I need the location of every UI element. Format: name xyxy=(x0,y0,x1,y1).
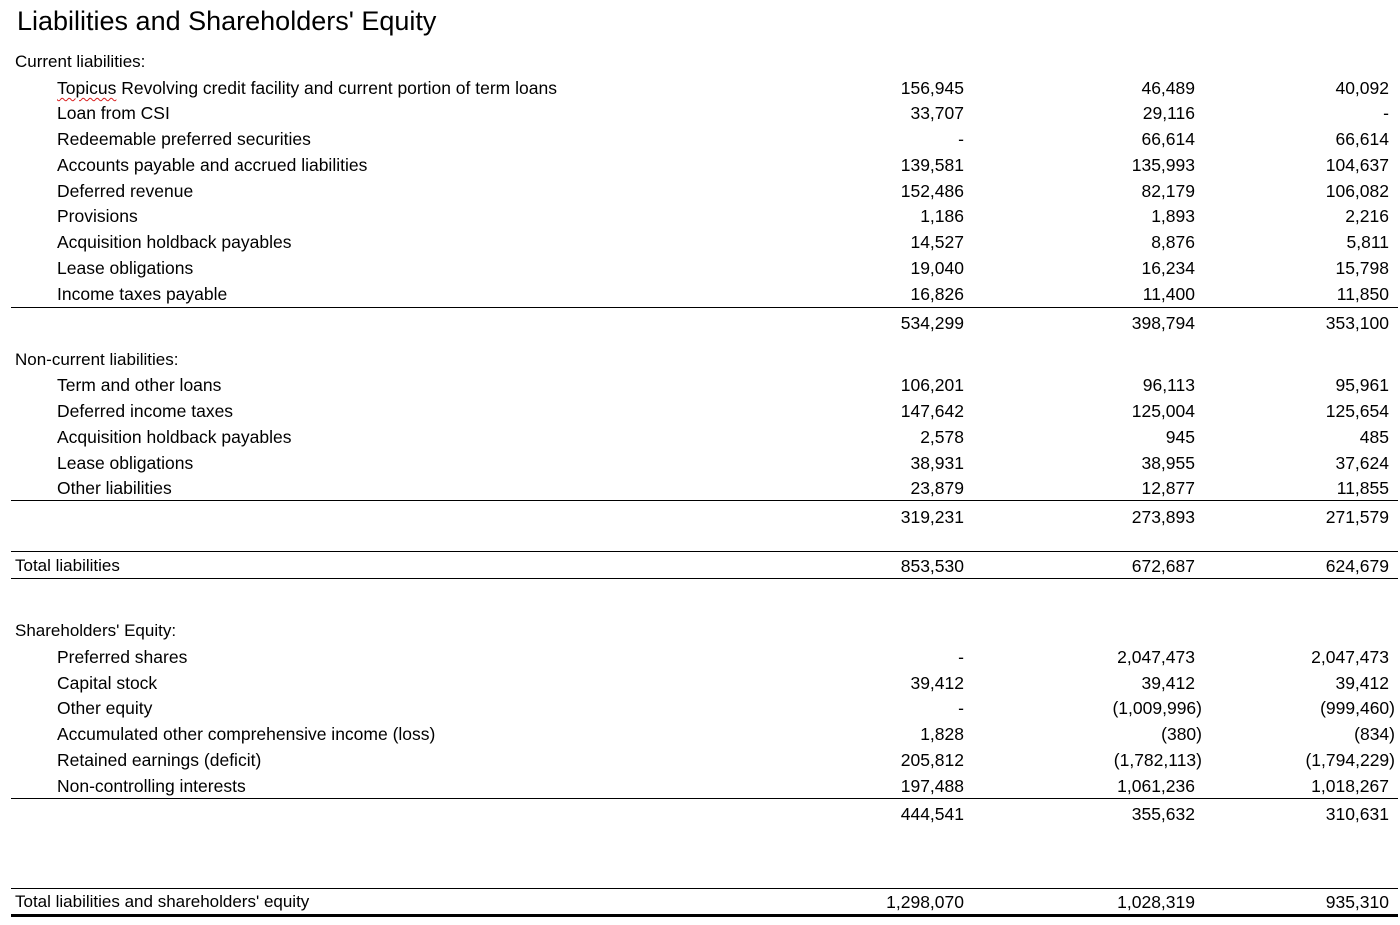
row-label: Accumulated other comprehensive income (loss) xyxy=(57,724,436,744)
section-heading-current-liabilities: Current liabilities: xyxy=(15,52,146,71)
cell-value: 139,581 xyxy=(900,155,964,175)
cell-value: 147,642 xyxy=(900,401,964,421)
cell-value: 16,826 xyxy=(910,284,964,304)
cell-value: 353,100 xyxy=(1325,313,1389,333)
cell-value: 935,310 xyxy=(1325,892,1389,912)
cell-value: 33,707 xyxy=(910,103,964,123)
cell-value: 66,614 xyxy=(1335,129,1389,149)
cell-value: 11,400 xyxy=(1142,284,1195,304)
row-label: Provisions xyxy=(57,206,138,226)
cell-value: 12,877 xyxy=(1141,478,1195,498)
cell-value: 135,993 xyxy=(1131,155,1195,175)
cell-value: 14,527 xyxy=(910,232,964,252)
row-label: Term and other loans xyxy=(57,375,222,395)
cell-value: 1,893 xyxy=(1151,206,1195,226)
cell-value: 152,486 xyxy=(900,181,964,201)
cell-value: 5,811 xyxy=(1346,232,1389,252)
cell-value: 39,412 xyxy=(1335,673,1389,693)
row-label: Total liabilities xyxy=(15,556,120,575)
cell-value: 104,637 xyxy=(1325,155,1389,175)
subtotal-row xyxy=(0,311,1400,335)
cell-value: 2,047,473 xyxy=(1311,647,1389,667)
cell-value: 355,632 xyxy=(1131,804,1195,824)
section-heading-non-current-liabilities: Non-current liabilities: xyxy=(15,350,179,369)
subtotal-rule xyxy=(11,798,1398,799)
row-label: Non-controlling interests xyxy=(57,776,246,796)
row-label: Total liabilities and shareholders' equity xyxy=(15,892,310,911)
cell-value: 37,624 xyxy=(1335,453,1389,473)
grand-total-rule-top xyxy=(11,888,1398,889)
subtotal-rule xyxy=(11,307,1398,308)
cell-value: 23,879 xyxy=(910,478,964,498)
cell-value: 310,631 xyxy=(1325,804,1389,824)
cell-value: 319,231 xyxy=(900,507,964,527)
row-label: Lease obligations xyxy=(57,258,194,278)
cell-value: 271,579 xyxy=(1325,507,1389,527)
row-label: Deferred income taxes xyxy=(57,401,234,421)
cell-value: 95,961 xyxy=(1335,375,1389,395)
cell-value: 125,004 xyxy=(1131,401,1195,421)
table-row xyxy=(0,722,1400,746)
cell-value: 156,945 xyxy=(900,78,964,98)
total-liabilities-row xyxy=(0,554,1400,578)
cell-value: - xyxy=(958,698,964,718)
cell-value: 444,541 xyxy=(900,804,964,824)
table-row xyxy=(0,774,1400,798)
cell-value: 11,855 xyxy=(1336,478,1389,498)
table-row xyxy=(0,425,1400,449)
cell-value: 39,412 xyxy=(910,673,964,693)
cell-value: 945 xyxy=(1165,427,1195,447)
subtotal-row xyxy=(0,505,1400,529)
table-row xyxy=(0,476,1400,500)
cell-value: 1,828 xyxy=(920,724,964,744)
row-label: Deferred revenue xyxy=(57,181,194,201)
table-row xyxy=(0,179,1400,203)
cell-value: 19,040 xyxy=(910,258,964,278)
row-label: Capital stock xyxy=(57,673,158,693)
row-label: Other equity xyxy=(57,698,153,718)
row-label: Acquisition holdback payables xyxy=(57,232,292,252)
cell-value: 273,893 xyxy=(1131,507,1195,527)
cell-value: 38,955 xyxy=(1141,453,1195,473)
table-row xyxy=(0,76,1400,100)
page-title: Liabilities and Shareholders' Equity xyxy=(17,6,437,36)
cell-value: 205,812 xyxy=(900,750,964,770)
cell-value: 39,412 xyxy=(1141,673,1195,693)
row-label: Preferred shares xyxy=(57,647,188,667)
table-row xyxy=(0,282,1400,306)
total-rule-bottom xyxy=(11,578,1398,579)
subtotal-row xyxy=(0,802,1400,826)
cell-value: 29,116 xyxy=(1142,103,1195,123)
cell-value: 2,578 xyxy=(920,427,964,447)
table-row xyxy=(0,399,1400,423)
subtotal-rule xyxy=(11,500,1398,501)
table-row xyxy=(0,127,1400,151)
cell-value: 624,679 xyxy=(1325,556,1389,576)
cell-value: 16,234 xyxy=(1141,258,1195,278)
section-heading-shareholders-equity: Shareholders' Equity: xyxy=(15,621,177,640)
cell-value: 106,201 xyxy=(900,375,964,395)
row-label: Loan from CSI xyxy=(57,103,170,123)
cell-value: 15,798 xyxy=(1335,258,1389,278)
row-label: Other liabilities xyxy=(57,478,172,498)
row-label: Topicus Revolving credit facility and current portion of term loans xyxy=(57,78,557,98)
misspelled-word[interactable]: Topicus xyxy=(57,78,117,98)
table-row xyxy=(0,373,1400,397)
cell-value: 11,850 xyxy=(1336,284,1389,304)
cell-value: (999,460) xyxy=(1320,698,1395,718)
grand-total-double-rule xyxy=(11,914,1398,917)
table-row xyxy=(0,748,1400,772)
cell-value: 1,186 xyxy=(920,206,964,226)
cell-value: 40,092 xyxy=(1335,78,1389,98)
cell-value: 1,028,319 xyxy=(1117,892,1195,912)
cell-value: 2,216 xyxy=(1345,206,1389,226)
cell-value: 82,179 xyxy=(1141,181,1195,201)
row-label: Accounts payable and accrued liabilities xyxy=(57,155,368,175)
cell-value: - xyxy=(958,129,964,149)
table-row xyxy=(0,451,1400,475)
cell-value: 485 xyxy=(1359,427,1389,447)
cell-value: 38,931 xyxy=(910,453,964,473)
row-label: Retained earnings (deficit) xyxy=(57,750,262,770)
cell-value: (1,794,229) xyxy=(1305,750,1395,770)
cell-value: 2,047,473 xyxy=(1117,647,1195,667)
cell-value: 534,299 xyxy=(900,313,964,333)
cell-value: (1,782,113) xyxy=(1113,750,1202,770)
cell-value: 106,082 xyxy=(1325,181,1389,201)
cell-value: 66,614 xyxy=(1141,129,1195,149)
cell-value: 1,018,267 xyxy=(1311,776,1389,796)
table-row xyxy=(0,696,1400,720)
table-row xyxy=(0,671,1400,695)
table-row xyxy=(0,101,1400,125)
total-rule-top xyxy=(11,551,1398,552)
cell-value: 125,654 xyxy=(1325,401,1389,421)
table-row xyxy=(0,204,1400,228)
table-row xyxy=(0,230,1400,254)
cell-value: - xyxy=(1383,103,1389,123)
table-row xyxy=(0,256,1400,280)
table-row xyxy=(0,153,1400,177)
cell-value: (380) xyxy=(1161,724,1202,744)
cell-value: - xyxy=(958,647,964,667)
cell-value: 8,876 xyxy=(1151,232,1195,252)
cell-value: (834) xyxy=(1354,724,1395,744)
cell-value: 96,113 xyxy=(1142,375,1195,395)
cell-value: 853,530 xyxy=(900,556,964,576)
row-label: Redeemable preferred securities xyxy=(57,129,311,149)
cell-value: (1,009,996) xyxy=(1112,698,1202,718)
cell-value: 46,489 xyxy=(1141,78,1195,98)
cell-value: 197,488 xyxy=(900,776,964,796)
row-label: Acquisition holdback payables xyxy=(57,427,292,447)
row-label: Lease obligations xyxy=(57,453,194,473)
cell-value: 1,061,236 xyxy=(1117,776,1195,796)
table-row xyxy=(0,645,1400,669)
cell-value: 398,794 xyxy=(1131,313,1195,333)
row-label: Income taxes payable xyxy=(57,284,228,304)
cell-value: 672,687 xyxy=(1131,556,1195,576)
grand-total-row xyxy=(0,890,1400,914)
cell-value: 1,298,070 xyxy=(886,892,964,912)
